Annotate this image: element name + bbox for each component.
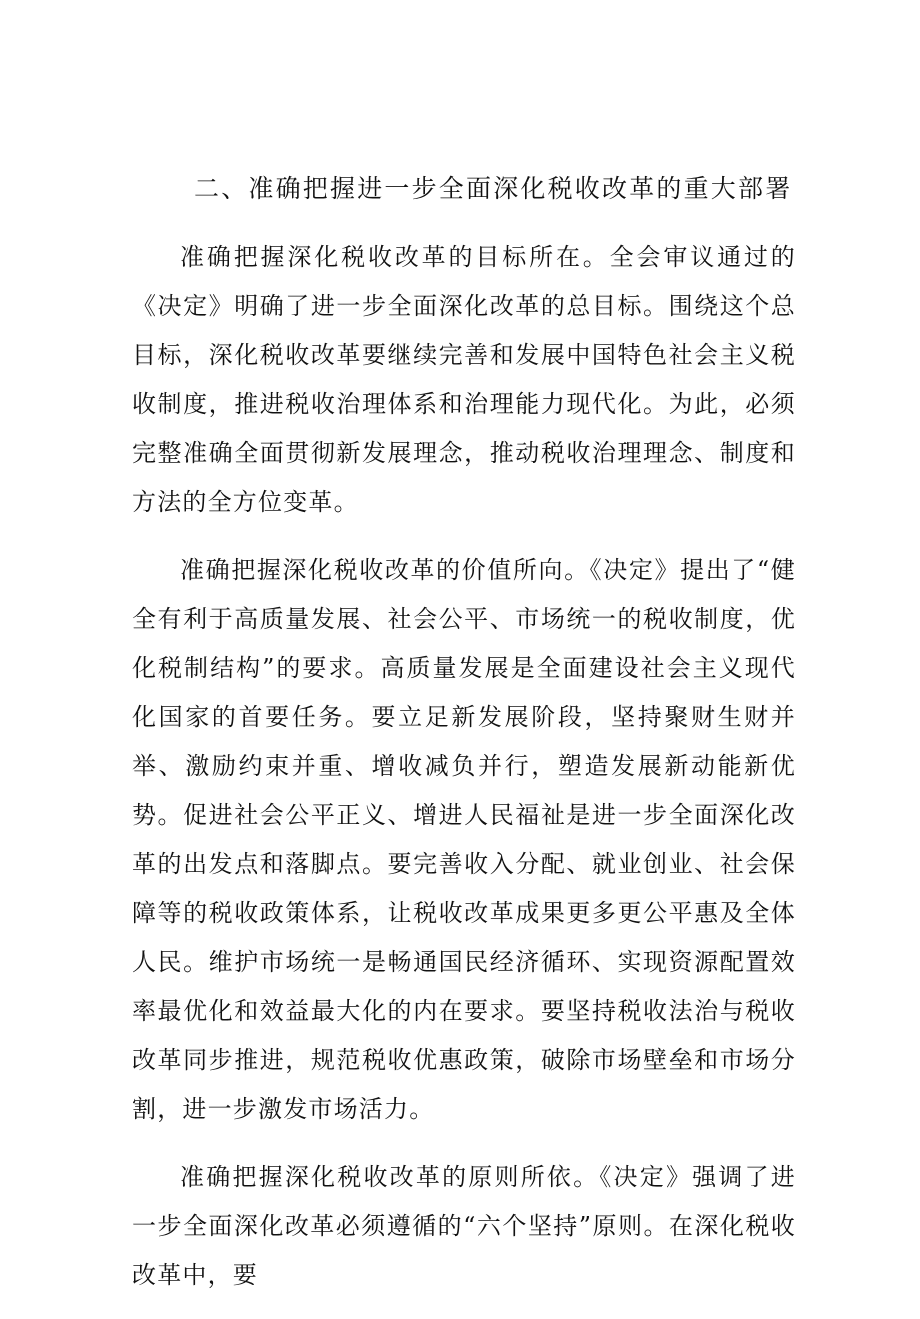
section-heading: 二、准确把握进一步全面深化税收改革的重大部署 (194, 174, 793, 203)
paragraph-values: 准确把握深化税收改革的价值所向。《决定》提出了“健全有利于高质量发展、社会公平、市场统一的税收制度，优化税制结构”的要求。高质量发展是全面建设社会主义现代化国家的首要任务。要立足新发展阶段，坚持聚财生财并举、激励约束并重、增收减负并行，塑造发展新动能新优势。促进社会公平正义、增进人民福祉是进一步全面深化改革的出发点和落脚点。要完善收入分配、就业创业、社会保障等的税收政策体系，让税收改革成果更多更公平惠及全体人民。维护市场统一是畅通国民经济循环、实现资源配置效率最优化和效益最大化的内在要求。要坚持税收法治与税收改革同步推进，规范税收优惠政策，破除市场壁垒和市场分割，进一步激发市场活力。 (132, 556, 796, 1123)
paragraph-principles: 准确把握深化税收改革的原则所依。《决定》强调了进一步全面深化改革必须遵循的“六个坚持”原则。在深化税收改革中，要 (132, 1163, 796, 1289)
paragraph-goal: 准确把握深化税收改革的目标所在。全会审议通过的《决定》明确了进一步全面深化改革的总目标。围绕这个总目标，深化税收改革要继续完善和发展中国特色社会主义税收制度，推进税收治理体系和治理能力现代化。为此，必须完整准确全面贯彻新发展理念，推动税收治理理念、制度和方法的全方位变革。 (132, 243, 796, 516)
document-body (132, 164, 796, 1319)
